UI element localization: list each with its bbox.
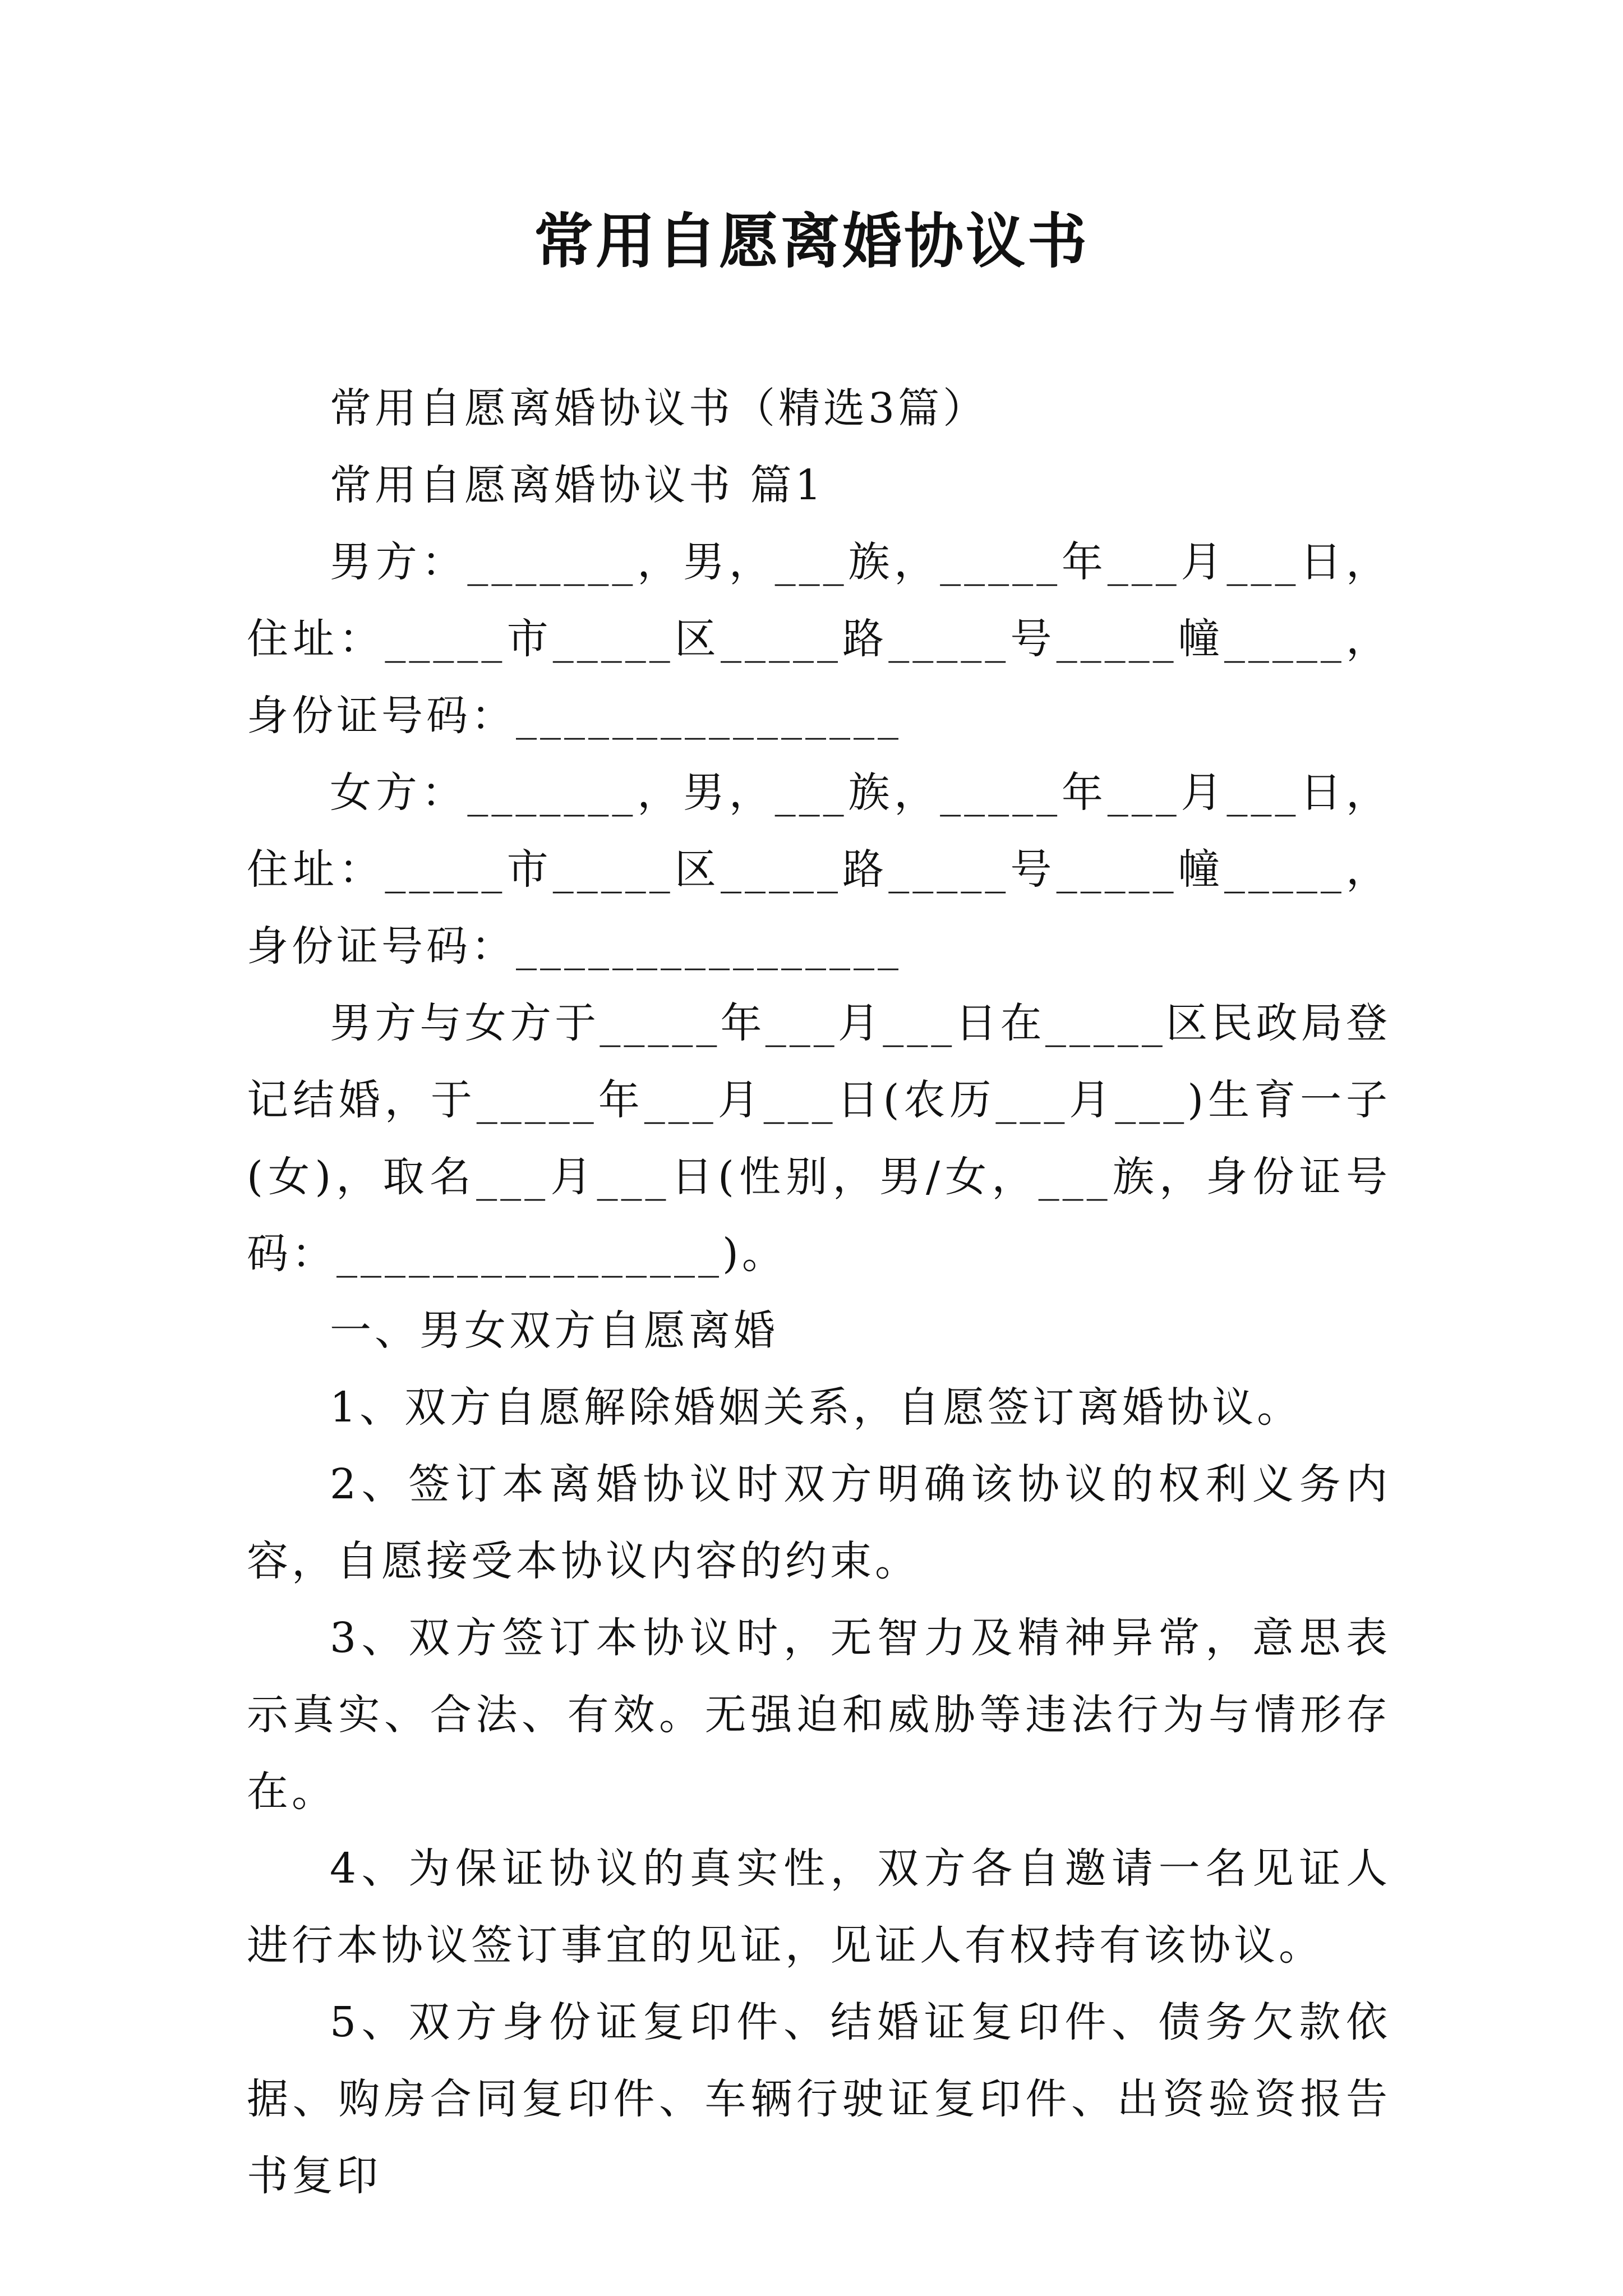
paragraph-clause-3: 3、双方签订本协议时，无智力及精神异常，意思表示真实、合法、有效。无强迫和威胁等违法行为与情形存在。: [247, 1614, 1391, 1816]
paragraph-clause-5: 5、双方身份证复印件、结婚证复印件、债务欠款依据、购房合同复印件、车辆行驶证复印件、出资验资报告书复印: [247, 1998, 1391, 2200]
paragraph-marriage-info: 男方与女方于_____年___月___日在_____区民政局登记结婚，于_____年___月___日(农历___月___)生育一子(女)，取名___月___日(性别，男/女，___族，身份证号码：________________)。: [247, 999, 1391, 1278]
paragraph-section-heading: 常用自愿离婚协议书 篇1: [330, 461, 825, 509]
document-body: [247, 370, 1391, 2215]
paragraph-clause-heading: 一、男女双方自愿离婚: [330, 1306, 778, 1355]
paragraph-female-party: 女方：_______，男，___族，_____年___月___日，住址：_____市_____区_____路_____号_____幢_____，身份证号码：________________: [247, 769, 1391, 970]
paragraph-male-party: 男方：_______，男，___族，_____年___月___日，住址：_____市_____区_____路_____号_____幢_____，身份证号码：________________: [247, 538, 1391, 740]
paragraph-clause-2: 2、签订本离婚协议时双方明确该协议的权利义务内容，自愿接受本协议内容的约束。: [247, 1460, 1391, 1585]
document-title: 常用自愿离婚协议书: [534, 206, 1089, 276]
paragraph-clause-1: 1、双方自愿解除婚姻关系，自愿签订离婚协议。: [330, 1383, 1302, 1432]
paragraph-subtitle: 常用自愿离婚协议书（精选3篇）: [330, 384, 988, 432]
paragraph-clause-4: 4、为保证协议的真实性，双方各自邀请一名见证人进行本协议签订事宜的见证，见证人有权持有该协议。: [247, 1844, 1391, 1970]
